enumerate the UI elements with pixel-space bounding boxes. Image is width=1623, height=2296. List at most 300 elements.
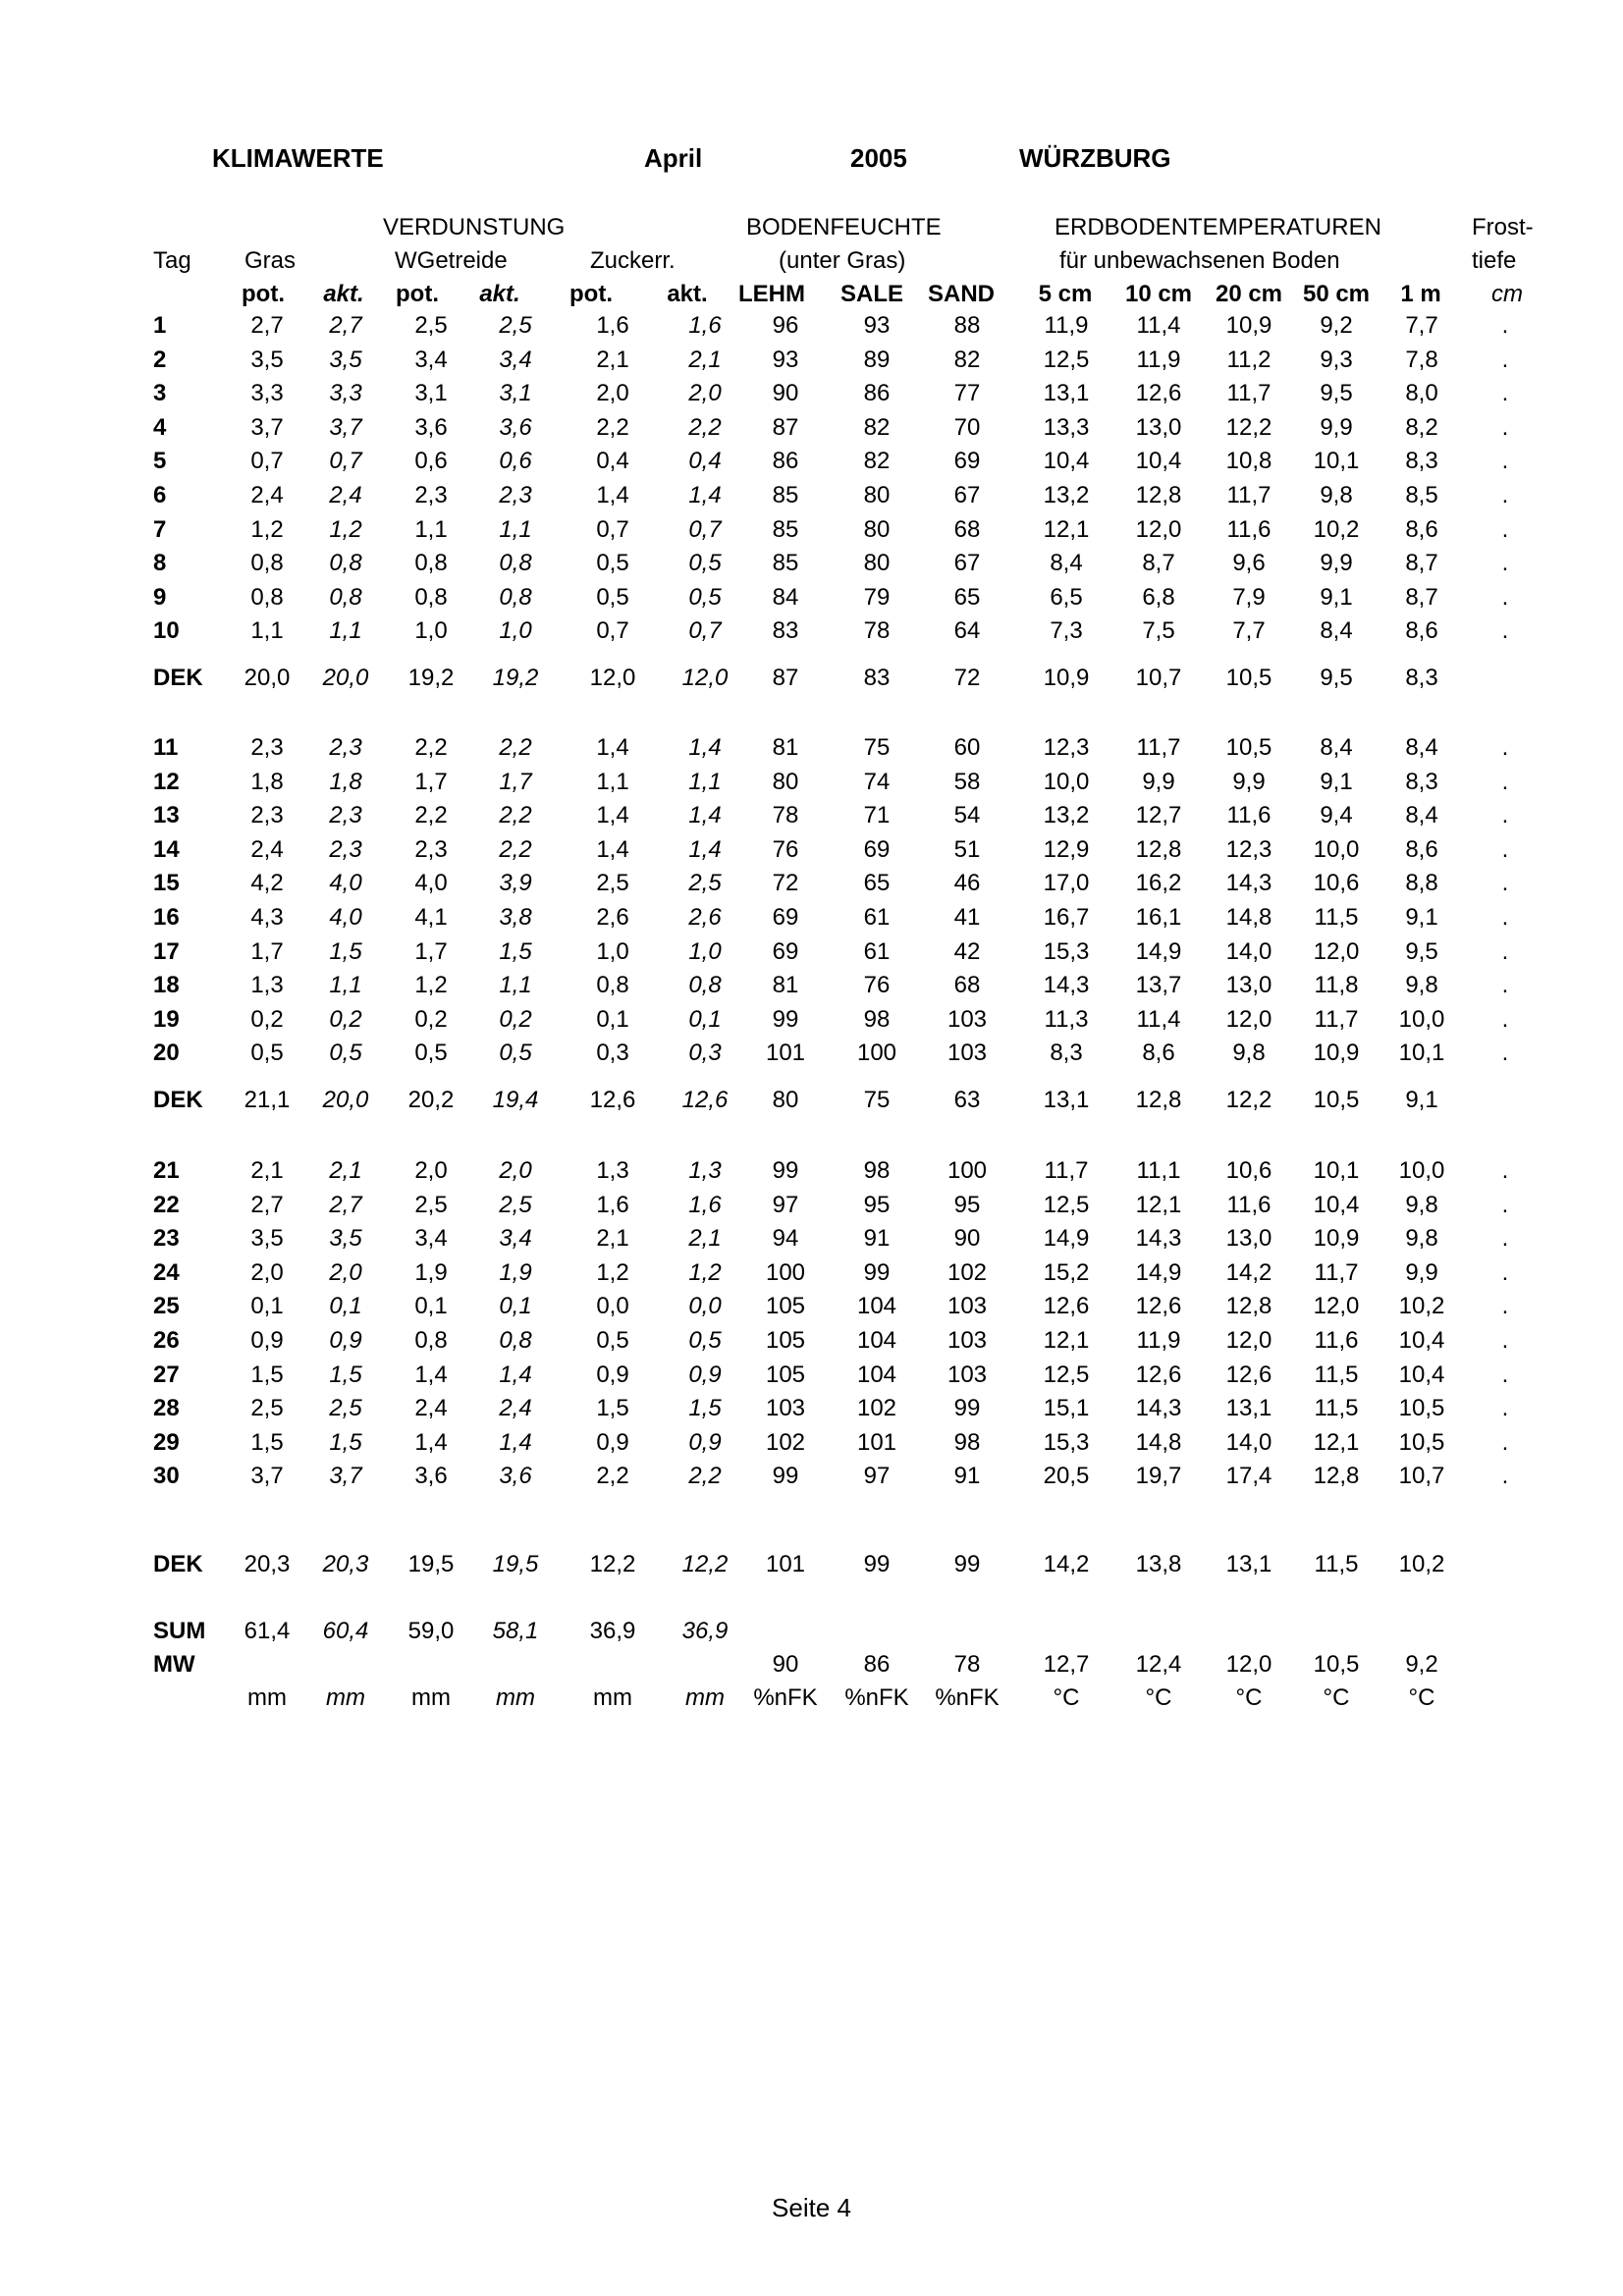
table-cell: 103 [765,1395,806,1421]
table-cell: 20,3 [243,1551,291,1577]
table-cell: 2,0 [688,380,722,406]
table-cell: . [1501,1006,1509,1033]
table-cell: 12,8 [1225,1293,1272,1319]
table-cell: 16,1 [1135,904,1182,931]
table-cell: 11,5 [1314,1362,1359,1388]
table-cell: . [1501,1429,1509,1456]
day-label: 29 [153,1429,180,1456]
table-cell: 12,0 [681,665,729,691]
sum-label: SUM [153,1618,206,1644]
table-cell: 1,0 [688,938,722,965]
unbewachsen-header: für unbewachsenen Boden [1059,247,1340,274]
col-gras-pot: pot. [242,281,285,307]
table-cell: 9,8 [1405,972,1438,998]
table-row [0,769,1623,802]
table-cell: 12,6 [1043,1293,1090,1319]
table-cell: 0,1 [250,1293,284,1319]
table-cell: 1,4 [414,1362,448,1388]
table-cell: 7,5 [1142,617,1175,644]
table-cell: 65 [863,870,891,896]
table-cell: 15,3 [1043,938,1090,965]
table-cell: 78 [863,617,891,644]
table-cell: 12,7 [1043,1651,1090,1678]
table-cell: 2,1 [688,1225,722,1252]
col-wgetreide-pot: pot. [396,281,439,307]
table-cell: 13,1 [1043,1087,1090,1113]
table-cell: 12,0 [1225,1006,1272,1033]
table-cell: 0,7 [688,516,722,543]
table-cell: 95 [863,1192,891,1218]
table-cell: 82 [953,347,981,373]
table-cell: 8,4 [1405,734,1438,761]
table-row [0,802,1623,835]
table-cell: 58 [953,769,981,795]
table-cell: 10,4 [1313,1192,1360,1218]
table-cell: 2,7 [250,1192,284,1218]
title-label: KLIMAWERTE [212,143,384,173]
table-cell: 14,9 [1135,1259,1182,1286]
table-cell: 89 [863,347,891,373]
table-cell: 1,6 [688,1192,722,1218]
table-cell: 1,8 [329,769,362,795]
table-cell: 101 [765,1551,806,1577]
table-row [0,380,1623,413]
table-cell: 9,4 [1320,802,1353,828]
table-cell: 100 [856,1040,897,1066]
table-cell: 2,3 [329,836,362,863]
table-cell: 4,0 [414,870,448,896]
table-cell: 0,5 [250,1040,284,1066]
table-cell: 36,9 [681,1618,729,1644]
table-cell: 11,7 [1044,1157,1089,1184]
table-cell: 0,8 [250,550,284,576]
table-cell: 0,9 [250,1327,284,1354]
table-cell: 2,2 [499,836,532,863]
table-cell: 3,7 [250,414,284,441]
table-cell: 2,5 [414,1192,448,1218]
table-cell: 80 [863,482,891,508]
table-cell: 3,5 [329,1225,362,1252]
table-cell: 36,9 [589,1618,636,1644]
table-cell: 11,5 [1314,904,1359,931]
zuckerr-header: Zuckerr. [590,247,676,274]
table-cell: 2,1 [688,347,722,373]
table-cell: 10,2 [1398,1293,1445,1319]
table-cell: 83 [863,665,891,691]
day-label: 18 [153,972,180,998]
table-cell: 103 [947,1040,988,1066]
table-cell: 12,0 [1313,1293,1360,1319]
table-cell: 1,5 [688,1395,722,1421]
table-cell: 11,9 [1136,1327,1181,1354]
table-cell: 67 [953,550,981,576]
table-cell: 90 [953,1225,981,1252]
table-cell: 19,5 [407,1551,455,1577]
table-cell: 2,4 [250,836,284,863]
table-cell: 3,1 [414,380,448,406]
day-label: 1 [153,312,167,339]
table-cell: . [1501,482,1509,508]
table-cell: 0,3 [596,1040,629,1066]
table-cell: . [1501,516,1509,543]
table-cell: 2,1 [329,1157,362,1184]
table-cell: 2,1 [596,1225,629,1252]
table-cell: 11,2 [1226,347,1271,373]
day-label: 9 [153,584,167,611]
table-cell: 105 [765,1362,806,1388]
table-row [0,972,1623,1005]
table-row [0,1362,1623,1395]
wgetreide-header: WGetreide [395,247,508,274]
table-cell: 79 [863,584,891,611]
table-cell: 11,6 [1226,1192,1271,1218]
table-cell: 10,9 [1313,1040,1360,1066]
table-cell: 19,4 [492,1087,539,1113]
table-cell: 12,5 [1043,1192,1090,1218]
table-cell: 97 [772,1192,799,1218]
table-cell: 14,9 [1043,1225,1090,1252]
table-cell: 9,5 [1320,380,1353,406]
table-cell: 2,1 [596,347,629,373]
table-cell: 2,2 [688,414,722,441]
table-cell: 8,6 [1142,1040,1175,1066]
table-cell: 15,3 [1043,1429,1090,1456]
table-cell: 12,6 [681,1087,729,1113]
table-row [0,1395,1623,1428]
table-cell: 9,1 [1405,904,1438,931]
table-cell: 3,3 [329,380,362,406]
table-cell: . [1501,1040,1509,1066]
table-cell: 2,7 [329,1192,362,1218]
table-cell: 0,8 [414,1327,448,1354]
col-sand: SAND [927,281,995,307]
table-cell: 1,7 [414,769,448,795]
table-cell: 75 [863,1087,891,1113]
table-cell: 9,1 [1320,584,1353,611]
table-cell: 9,8 [1405,1225,1438,1252]
table-row [0,1192,1623,1225]
table-cell: 12,2 [1225,414,1272,441]
table-cell: 12,0 [1313,938,1360,965]
table-cell: 2,5 [329,1395,362,1421]
table-cell: °C [1235,1684,1263,1711]
table-cell: 1,5 [329,1429,362,1456]
table-row [0,550,1623,583]
dek-row [0,1087,1623,1120]
table-cell: 0,2 [499,1006,532,1033]
table-cell: °C [1323,1684,1350,1711]
table-cell: 11,7 [1314,1006,1359,1033]
table-cell: 2,2 [596,1463,629,1489]
table-cell: 2,5 [499,312,532,339]
table-cell: 1,4 [596,734,629,761]
table-cell: 1,6 [688,312,722,339]
table-cell: 11,7 [1226,380,1271,406]
table-cell: 14,8 [1225,904,1272,931]
table-row [0,1259,1623,1293]
table-row [0,516,1623,550]
table-cell: mm [496,1684,535,1711]
table-cell: 88 [953,312,981,339]
table-cell: 7,8 [1405,347,1438,373]
table-cell: 86 [863,380,891,406]
table-cell: 11,7 [1136,734,1181,761]
tag-header: Tag [153,247,191,274]
table-cell: 12,6 [1135,1293,1182,1319]
table-cell: 98 [953,1429,981,1456]
day-label: 30 [153,1463,180,1489]
table-cell: 98 [863,1006,891,1033]
day-label: 3 [153,380,167,406]
table-cell: 0,9 [596,1362,629,1388]
table-cell: 2,3 [499,482,532,508]
table-cell: 78 [953,1651,981,1678]
day-label: 17 [153,938,180,965]
table-cell: 1,5 [596,1395,629,1421]
table-row [0,1463,1623,1496]
table-cell: 99 [863,1551,891,1577]
table-cell: 82 [863,448,891,474]
table-cell: 63 [953,1087,981,1113]
table-cell: 3,6 [499,414,532,441]
table-cell: 67 [953,482,981,508]
day-label: 2 [153,347,167,373]
table-cell: 1,2 [414,972,448,998]
table-cell: 12,5 [1043,347,1090,373]
table-cell: 0,7 [250,448,284,474]
table-cell: 1,9 [499,1259,532,1286]
table-cell: 0,7 [596,617,629,644]
table-cell: 7,7 [1405,312,1438,339]
table-cell: 1,5 [499,938,532,965]
table-cell: 12,8 [1135,482,1182,508]
table-cell: 19,2 [407,665,455,691]
table-cell: 0,1 [499,1293,532,1319]
table-cell: 10,5 [1398,1429,1445,1456]
table-cell: 12,0 [589,665,636,691]
table-cell: 75 [863,734,891,761]
table-cell: 91 [863,1225,891,1252]
table-cell: 12,1 [1043,1327,1090,1354]
table-cell: 9,8 [1320,482,1353,508]
table-cell: 8,4 [1405,802,1438,828]
table-row [0,1225,1623,1258]
day-label: 28 [153,1395,180,1421]
table-cell: 10,5 [1313,1651,1360,1678]
table-cell: 8,4 [1050,550,1083,576]
table-cell: 9,9 [1142,769,1175,795]
table-cell: 94 [772,1225,799,1252]
table-row [0,870,1623,903]
table-cell: 1,0 [499,617,532,644]
day-label: 12 [153,769,180,795]
table-cell: 2,0 [414,1157,448,1184]
table-cell: 9,9 [1320,414,1353,441]
table-cell: 12,1 [1313,1429,1360,1456]
table-cell: 51 [953,836,981,863]
col-gras-akt: akt. [323,281,364,307]
table-cell: 0,0 [596,1293,629,1319]
table-cell: 2,0 [499,1157,532,1184]
table-cell: 9,2 [1320,312,1353,339]
table-cell: 0,5 [596,550,629,576]
table-cell: 12,4 [1135,1651,1182,1678]
table-cell: 11,7 [1314,1259,1359,1286]
table-cell: 9,9 [1232,769,1266,795]
table-row [0,904,1623,937]
table-cell: 20,2 [407,1087,455,1113]
col-sale: SALE [839,281,903,307]
table-cell: °C [1145,1684,1172,1711]
table-cell: 1,1 [329,617,362,644]
table-cell: 69 [863,836,891,863]
table-cell: 86 [863,1651,891,1678]
table-cell: 8,5 [1405,482,1438,508]
table-cell: 0,9 [688,1362,722,1388]
table-cell: 2,2 [499,802,532,828]
table-cell: 0,8 [499,584,532,611]
table-cell: 3,7 [250,1463,284,1489]
table-cell: 9,1 [1405,1087,1438,1113]
table-row [0,1157,1623,1191]
table-cell: 11,9 [1044,312,1089,339]
table-cell: 61,4 [243,1618,291,1644]
table-cell: . [1501,414,1509,441]
table-cell: 68 [953,972,981,998]
table-cell: 1,4 [596,836,629,863]
table-cell: 2,5 [688,870,722,896]
table-cell: 59,0 [407,1618,455,1644]
table-cell: 3,8 [499,904,532,931]
table-row [0,312,1623,346]
table-cell: 3,6 [414,414,448,441]
table-cell: 2,7 [329,312,362,339]
table-cell: 14,0 [1225,938,1272,965]
table-cell: 12,1 [1135,1192,1182,1218]
table-cell: 1,1 [688,769,722,795]
table-cell: 2,5 [250,1395,284,1421]
table-row [0,1293,1623,1326]
table-cell: 3,1 [499,380,532,406]
table-cell: 2,1 [250,1157,284,1184]
table-cell: 16,2 [1135,870,1182,896]
table-cell: 1,2 [688,1259,722,1286]
table-cell: 2,4 [499,1395,532,1421]
table-cell: 8,3 [1405,448,1438,474]
table-cell: 12,2 [681,1551,729,1577]
title-station: WÜRZBURG [1019,143,1171,173]
table-cell: 0,1 [688,1006,722,1033]
table-row [0,448,1623,481]
table-cell: 104 [856,1327,897,1354]
table-cell: 60,4 [322,1618,369,1644]
table-cell: . [1501,802,1509,828]
table-cell: 12,2 [1225,1087,1272,1113]
table-row [0,347,1623,380]
table-cell: 10,1 [1313,1157,1360,1184]
table-cell: 2,2 [414,802,448,828]
table-cell: 0,4 [596,448,629,474]
table-row [0,1040,1623,1073]
table-cell: 1,1 [499,972,532,998]
table-cell: 1,0 [414,617,448,644]
table-cell: 1,4 [499,1362,532,1388]
col-frost-cm: cm [1491,281,1523,307]
table-cell: 102 [947,1259,988,1286]
table-cell: 100 [765,1259,806,1286]
table-cell: 2,2 [688,1463,722,1489]
table-cell: 1,4 [596,482,629,508]
table-cell: 13,0 [1135,414,1182,441]
table-cell: 70 [953,414,981,441]
table-cell: . [1501,1395,1509,1421]
sum-row [0,1618,1623,1651]
table-cell: 0,8 [329,584,362,611]
table-cell: 4,3 [250,904,284,931]
table-cell: 1,6 [596,1192,629,1218]
table-cell: 10,1 [1313,448,1360,474]
table-cell: 12,0 [1225,1327,1272,1354]
table-cell: 1,1 [596,769,629,795]
table-cell: 11,4 [1136,1006,1181,1033]
table-cell: 2,4 [414,1395,448,1421]
table-cell: 0,8 [688,972,722,998]
table-cell: 8,7 [1142,550,1175,576]
table-cell: 14,3 [1043,972,1090,998]
table-cell: . [1501,972,1509,998]
table-cell: 11,5 [1314,1395,1359,1421]
table-cell: 103 [947,1362,988,1388]
table-cell: 74 [863,769,891,795]
table-cell: 10,4 [1043,448,1090,474]
table-cell: 11,9 [1136,347,1181,373]
day-label: 14 [153,836,180,863]
table-cell: 1,4 [688,482,722,508]
table-cell: 0,2 [329,1006,362,1033]
col-zuckerr-pot: pot. [569,281,613,307]
table-cell: 0,9 [688,1429,722,1456]
table-cell: 102 [856,1395,897,1421]
table-cell: 10,2 [1398,1551,1445,1577]
table-cell: 3,5 [329,347,362,373]
table-cell: 0,8 [414,550,448,576]
group-verdunstung: VERDUNSTUNG [383,214,566,240]
table-cell: . [1501,312,1509,339]
table-cell: 3,4 [414,347,448,373]
table-cell: 1,4 [688,734,722,761]
table-cell: 99 [953,1551,981,1577]
table-cell: 61 [863,938,891,965]
table-cell: 2,4 [250,482,284,508]
table-cell: 21,1 [243,1087,291,1113]
day-label: 4 [153,414,167,441]
table-cell: 4,2 [250,870,284,896]
table-cell: 9,2 [1405,1651,1438,1678]
table-cell: 12,3 [1043,734,1090,761]
table-cell: 58,1 [492,1618,539,1644]
table-cell: 93 [772,347,799,373]
units-row [0,1684,1623,1718]
table-cell: 1,1 [329,972,362,998]
table-cell: 42 [953,938,981,965]
table-cell: 90 [772,380,799,406]
table-cell: 0,7 [688,617,722,644]
table-cell: mm [685,1684,725,1711]
table-cell: 85 [772,550,799,576]
table-cell: 103 [947,1293,988,1319]
table-cell: 13,0 [1225,972,1272,998]
table-cell: 9,6 [1232,550,1266,576]
